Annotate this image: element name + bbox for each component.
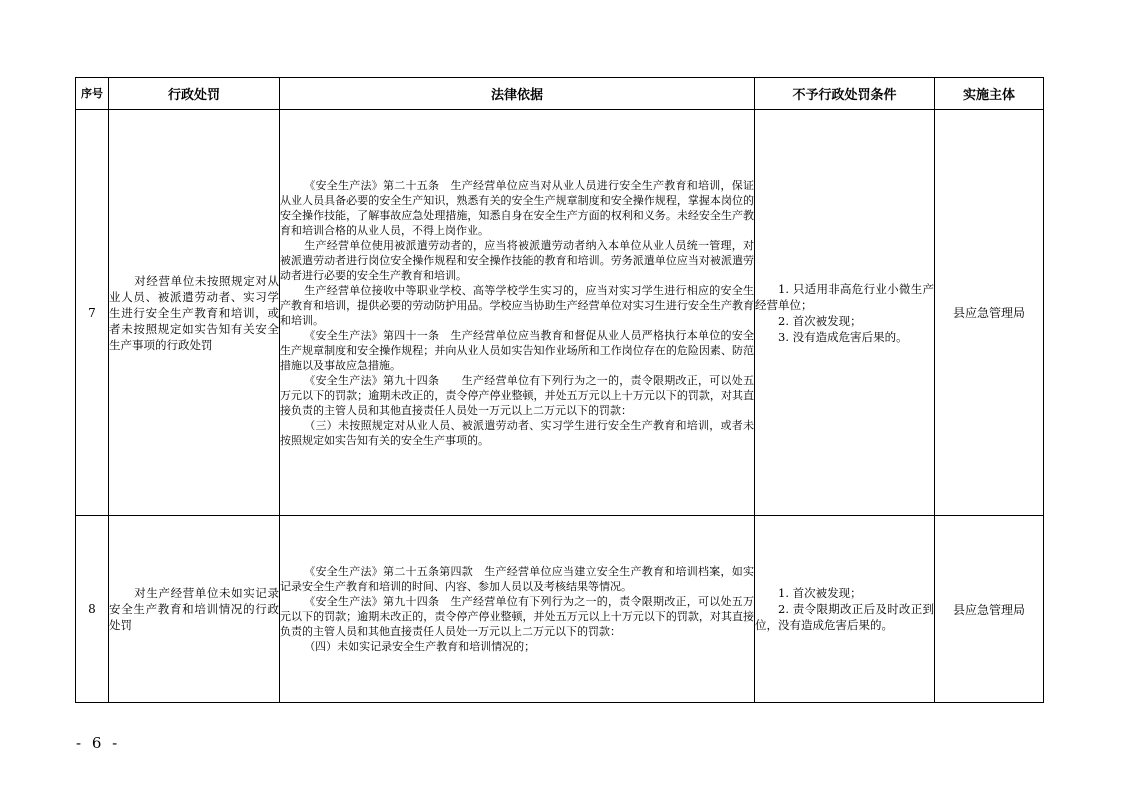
basis-paragraph: 《安全生产法》第四十一条 生产经营单位应当教育和督促从业人员严格执行本单位的安全生产规章制度和安全操作规程；并向从业人员如实告知作业场所和工作岗位存在的危险因素、防范措施以及事故应急措施。	[280, 328, 754, 372]
basis-paragraph: 《安全生产法》第二十五条 生产经营单位应当对从业人员进行安全生产教育和培训，保证从业人员具备必要的安全生产知识，熟悉有关的安全生产规章制度和安全操作规程，掌握本岗位的安全操作技能，了解事故应急处理措施，知悉自身在安全生产方面的权利和义务。未经安全生产教育和培训合格的从业人员，不得上岗作业。	[280, 178, 754, 237]
authority-cell: 县应急管理局	[935, 110, 1044, 516]
row-number: 7	[76, 110, 109, 516]
table-header-row	[76, 78, 1044, 110]
header-conditions: 不予行政处罚条件	[755, 78, 935, 110]
authority-cell: 县应急管理局	[935, 516, 1044, 703]
penalty-text: 对生产经营单位未如实记录安全生产教育和培训情况的行政处罚	[109, 586, 279, 632]
basis-paragraph: 《安全生产法》第九十四条 生产经营单位有下列行为之一的，责令限期改正，可以处五万元以下的罚款；逾期未改正的，责令停产停业整顿，并处五万元以上十万元以下的罚款，对其直接负责的主管人员和其他直接责任人员处一万元以上二万元以下的罚款：	[280, 373, 754, 417]
basis-cell	[280, 110, 755, 516]
row-number: 8	[76, 516, 109, 703]
basis-paragraph: 生产经营单位接收中等职业学校、高等学校学生实习的，应当对实习学生进行相应的安全生产教育和培训，提供必要的劳动防护用品。学校应当协助生产经营单位对实习生进行安全生产教育和培训。	[280, 283, 754, 327]
table-row	[76, 110, 1044, 516]
conditions-cell	[755, 516, 935, 703]
basis-paragraph: （三）未按照规定对从业人员、被派遣劳动者、实习学生进行安全生产教育和培训，或者未按照规定如实告知有关的安全生产事项的。	[280, 418, 754, 447]
basis-paragraph: 《安全生产法》第九十四条 生产经营单位有下列行为之一的，责令限期改正，可以处五万元以下的罚款；逾期未改正的，责令停产停业整顿，并处五万元以上十万元以下的罚款，对其直接负责的主管人员和其他直接责任人员处一万元以上二万元以下的罚款：	[280, 595, 754, 638]
basis-paragraph: （四）未如实记录安全生产教育和培训情况的；	[304, 640, 536, 653]
condition-item: 2. 首次被发现；	[778, 313, 862, 328]
condition-item: 1. 首次被发现；	[778, 586, 862, 600]
condition-item: 2. 责令限期改正后及时改正到位，没有造成危害后果的。	[755, 602, 934, 632]
conditions-cell	[755, 110, 935, 516]
condition-item: 3. 没有造成危害后果的。	[778, 329, 908, 344]
header-body: 实施主体	[935, 78, 1044, 110]
penalty-table	[75, 77, 1044, 703]
basis-paragraph: 《安全生产法》第二十五条第四款 生产经营单位应当建立安全生产教育和培训档案，如实记录安全生产教育和培训的时间、内容、参加人员以及考核结果等情况。	[280, 565, 754, 593]
page-number: - 6 -	[76, 734, 121, 752]
basis-paragraph: 生产经营单位使用被派遣劳动者的，应当将被派遣劳动者纳入本单位从业人员统一管理，对被派遣劳动者进行岗位安全操作规程和安全操作技能的教育和培训。劳务派遣单位应当对被派遣劳动者进行必要的安全生产教育和培训。	[280, 238, 754, 282]
header-basis: 法律依据	[280, 78, 755, 110]
condition-item: 1. 只适用非高危行业小微生产经营单位；	[755, 281, 934, 312]
table-row	[76, 516, 1044, 703]
header-penalty: 行政处罚	[109, 78, 280, 110]
penalty-cell	[109, 516, 280, 703]
basis-cell	[280, 516, 755, 703]
penalty-text: 对经营单位未按照规定对从业人员、被派遣劳动者、实习学生进行安全生产教育和培训，或者未按照规定如实告知有关安全生产事项的行政处罚	[109, 273, 279, 352]
penalty-cell	[109, 110, 280, 516]
header-no: 序号	[76, 78, 109, 110]
